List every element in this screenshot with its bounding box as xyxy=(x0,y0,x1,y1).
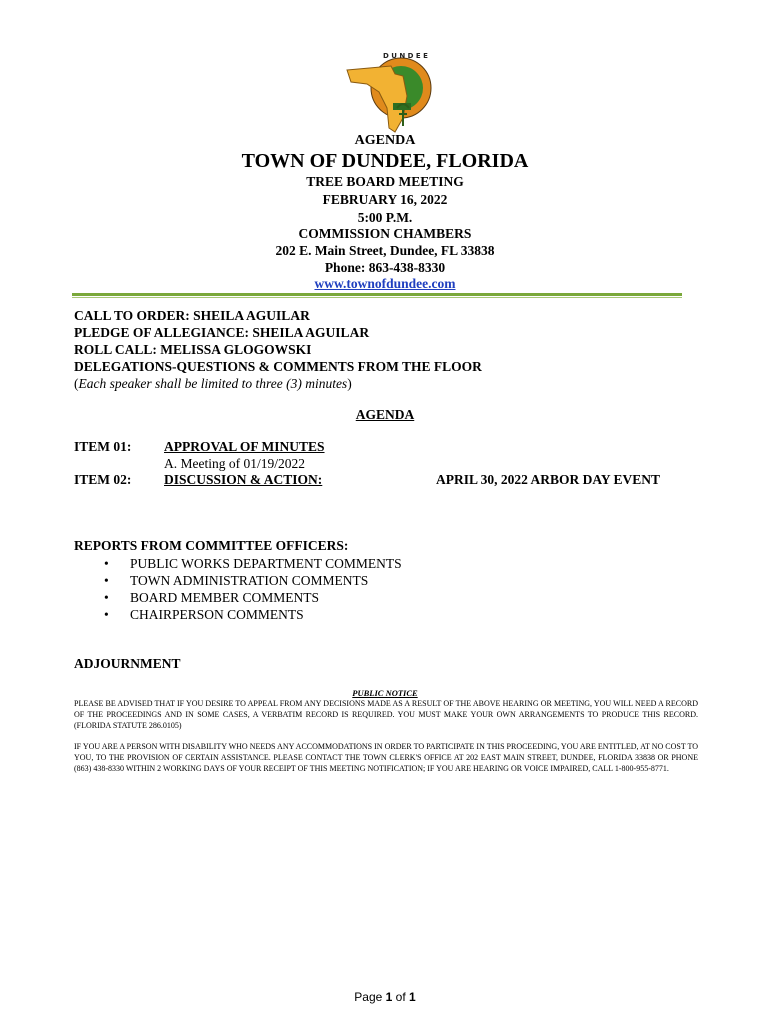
public-notice-paragraph-2: IF YOU ARE A PERSON WITH DISABILITY WHO NEEDS ANY ACCOMMODATIONS IN ORDER TO PARTICIPATE IN THIS PROCEEDING, YOU ARE ENTITLED, AT NO COST TO YOU, TO THE PROVISION OF CERTAIN ASSISTANCE. PLEASE CONTACT THE TOWN CLERK'S OFFICE AT 202 EAST MAIN STREET, DUNDEE, FLORIDA 33838 OR PHONE (863) 438-8330 WITHIN 2 WORKING DAYS OF YOUR RECEIPT OF THIS MEETING NOTIFICATION; IF YOU ARE HEARING OR VOICE IMPAIRED, CALL 1-800-955-8771. xyxy=(74,742,698,773)
meeting-phone: Phone: 863-438-8330 xyxy=(324,260,446,275)
delegations: DELEGATIONS-QUESTIONS & COMMENTS FROM THE FLOOR xyxy=(74,359,482,374)
speaker-note: (Each speaker shall be limited to three (3) minutes) xyxy=(74,376,352,391)
agenda-heading: AGENDA xyxy=(355,407,415,422)
meeting-date: FEBRUARY 16, 2022 xyxy=(322,192,448,207)
adjournment: ADJOURNMENT xyxy=(74,656,181,671)
town-of-dundee-logo-icon xyxy=(343,48,435,138)
public-notice-heading: PUBLIC NOTICE xyxy=(352,688,418,698)
header-divider-shadow xyxy=(72,297,682,298)
meeting-location: COMMISSION CHAMBERS xyxy=(298,226,472,241)
list-item: • TOWN ADMINISTRATION COMMENTS xyxy=(104,572,402,589)
header-divider xyxy=(72,293,682,296)
page-footer: Page 1 of 1 xyxy=(354,990,416,1004)
list-item: • PUBLIC WORKS DEPARTMENT COMMENTS xyxy=(104,555,402,572)
roll-call: ROLL CALL: MELISSA GLOGOWSKI xyxy=(74,342,312,357)
meeting-address: 202 E. Main Street, Dundee, FL 33838 xyxy=(275,243,495,258)
list-item: • BOARD MEMBER COMMENTS xyxy=(104,589,402,606)
page-title: TOWN OF DUNDEE, FLORIDA xyxy=(241,150,529,172)
item-01-label: ITEM 01: xyxy=(74,439,132,454)
call-to-order: CALL TO ORDER: SHEILA AGUILAR xyxy=(74,308,310,323)
item-01-title: APPROVAL OF MINUTES xyxy=(164,439,325,454)
svg-text:D U N D E E: D U N D E E xyxy=(383,52,428,60)
opening-section xyxy=(74,307,482,392)
reports-heading: REPORTS FROM COMMITTEE OFFICERS: xyxy=(74,538,349,553)
list-item: • CHAIRPERSON COMMENTS xyxy=(104,606,402,623)
website-row xyxy=(0,276,770,292)
item-02-detail: APRIL 30, 2022 ARBOR DAY EVENT xyxy=(436,472,661,487)
reports-list xyxy=(104,555,402,623)
public-notice-paragraph-1: PLEASE BE ADVISED THAT IF YOU DESIRE TO APPEAL FROM ANY DECISIONS MADE AS A RESULT OF THE ABOVE HEARING OR MEETING, YOU WILL NEED A RECORD OF THE PROCEEDINGS AND IN SOME CASES, A VERBATIM RECORD IS REQUIRED. YOU MUST MAKE YOUR OWN ARRANGEMENTS TO PRODUCE THIS RECORD. (FLORIDA STATUTE 286.0105) xyxy=(74,699,698,730)
item-02-title: DISCUSSION & ACTION: xyxy=(164,472,323,487)
item-02-label: ITEM 02: xyxy=(74,472,132,487)
meeting-time: 5:00 P.M. xyxy=(357,210,413,225)
meeting-name: TREE BOARD MEETING xyxy=(306,174,464,189)
town-logo xyxy=(343,48,435,138)
item-01-sub: A. Meeting of 01/19/2022 xyxy=(164,456,305,471)
agenda-label: AGENDA xyxy=(354,133,416,148)
website-link[interactable]: www.townofdundee.com xyxy=(314,276,456,291)
pledge-of-allegiance: PLEDGE OF ALLEGIANCE: SHEILA AGUILAR xyxy=(74,325,370,340)
